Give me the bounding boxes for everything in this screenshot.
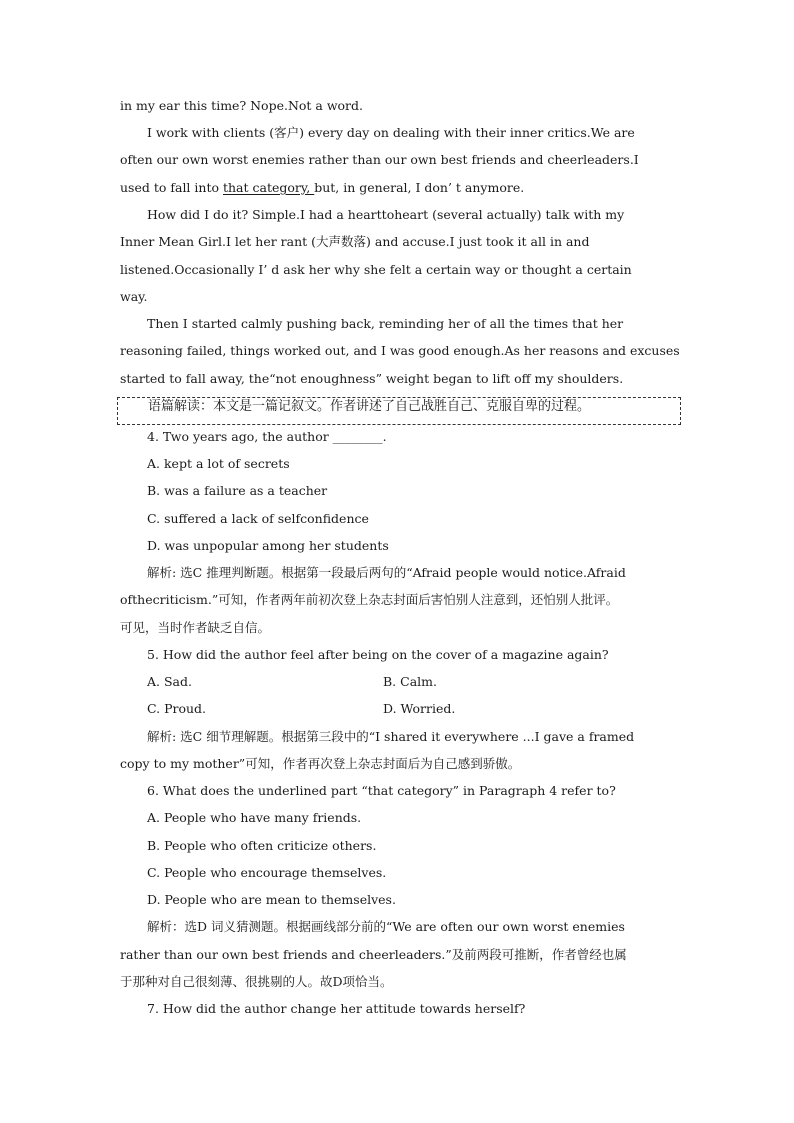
explanation-line: copy to my mother”可知，作者再次登上杂志封面后为自己感到骄傲。 bbox=[120, 756, 521, 771]
passage-line: reasoning failed, things worked out, and I was good enough.As her reasons and excuses bbox=[120, 343, 680, 358]
option: B. Calm. bbox=[383, 674, 437, 689]
option: D. People who are mean to themselves. bbox=[147, 892, 396, 907]
passage-line bbox=[120, 180, 524, 196]
passage-line: started to fall away, the“not enoughness” weight began to lift off my shoulders. bbox=[120, 371, 624, 386]
option: A. kept a lot of secrets bbox=[147, 456, 290, 471]
option: C. suffered a lack of selfconfidence bbox=[147, 511, 369, 526]
explanation-line: rather than our own best friends and cheerleaders.”及前两段可推断，作者曾经也属 bbox=[120, 947, 627, 962]
passage-text: used to fall into bbox=[120, 180, 223, 195]
question-stem: 5. How did the author feel after being on the cover of a magazine again? bbox=[147, 647, 609, 662]
passage-text: but, in general, I don’ t anymore. bbox=[314, 180, 525, 195]
passage-line: How did I do it? Simple.I had a hearttoheart (several actually) talk with my bbox=[147, 207, 625, 222]
explanation-line: 解析: 选C 细节理解题。根据第三段中的“I shared it everywhere ...I gave a framed bbox=[147, 729, 635, 744]
option: A. Sad. bbox=[147, 674, 192, 689]
option: B. was a failure as a teacher bbox=[147, 483, 328, 498]
explanation-line: 解析：选D 词义猜测题。根据画线部分前的“We are often our own worst enemies bbox=[147, 919, 625, 934]
explanation-line: 于那种对自己很刻薄、很挑剔的人。故D项恰当。 bbox=[120, 974, 393, 989]
explanation-line: ofthecriticism.”可知，作者两年前初次登上杂志封面后害怕别人注意到，还怕别人批评。 bbox=[120, 592, 619, 607]
passage-line: way. bbox=[120, 289, 148, 304]
passage-line: often our own worst enemies rather than our own best friends and cheerleaders.I bbox=[120, 152, 639, 167]
explanation-line: 可见，当时作者缺乏自信。 bbox=[120, 620, 271, 635]
explanation-line: 解析: 选C 推理判断题。根据第一段最后两句的“Afraid people would notice.Afraid bbox=[147, 565, 626, 580]
question-stem: 6. What does the underlined part “that category” in Paragraph 4 refer to? bbox=[147, 783, 616, 798]
option: C. People who encourage themselves. bbox=[147, 865, 387, 880]
passage-line: Then I started calmly pushing back, reminding her of all the times that her bbox=[147, 316, 624, 331]
question-stem: 7. How did the author change her attitude towards herself? bbox=[147, 1001, 526, 1016]
underlined-phrase: that category, bbox=[222, 180, 315, 195]
passage-line: I work with clients (客户) every day on dealing with their inner critics.We are bbox=[147, 125, 635, 140]
option: B. People who often criticize others. bbox=[147, 838, 377, 853]
passage-line: listened.Occasionally I’ d ask her why she felt a certain way or thought a certain bbox=[120, 262, 632, 277]
question-stem: 4. Two years ago, the author ________. bbox=[147, 429, 387, 444]
passage-line: Inner Mean Girl.I let her rant (大声数落) and accuse.I just took it all in and bbox=[120, 234, 590, 249]
option: D. Worried. bbox=[383, 701, 456, 716]
option: A. People who have many friends. bbox=[147, 810, 362, 825]
summary-text: 语篇解读：本文是一篇记叙文。作者讲述了自己战胜自己、克服自卑的过程。 bbox=[148, 399, 591, 414]
option: C. Proud. bbox=[147, 701, 207, 716]
passage-line: in my ear this time? Nope.Not a word. bbox=[120, 98, 364, 113]
option: D. was unpopular among her students bbox=[147, 538, 389, 553]
